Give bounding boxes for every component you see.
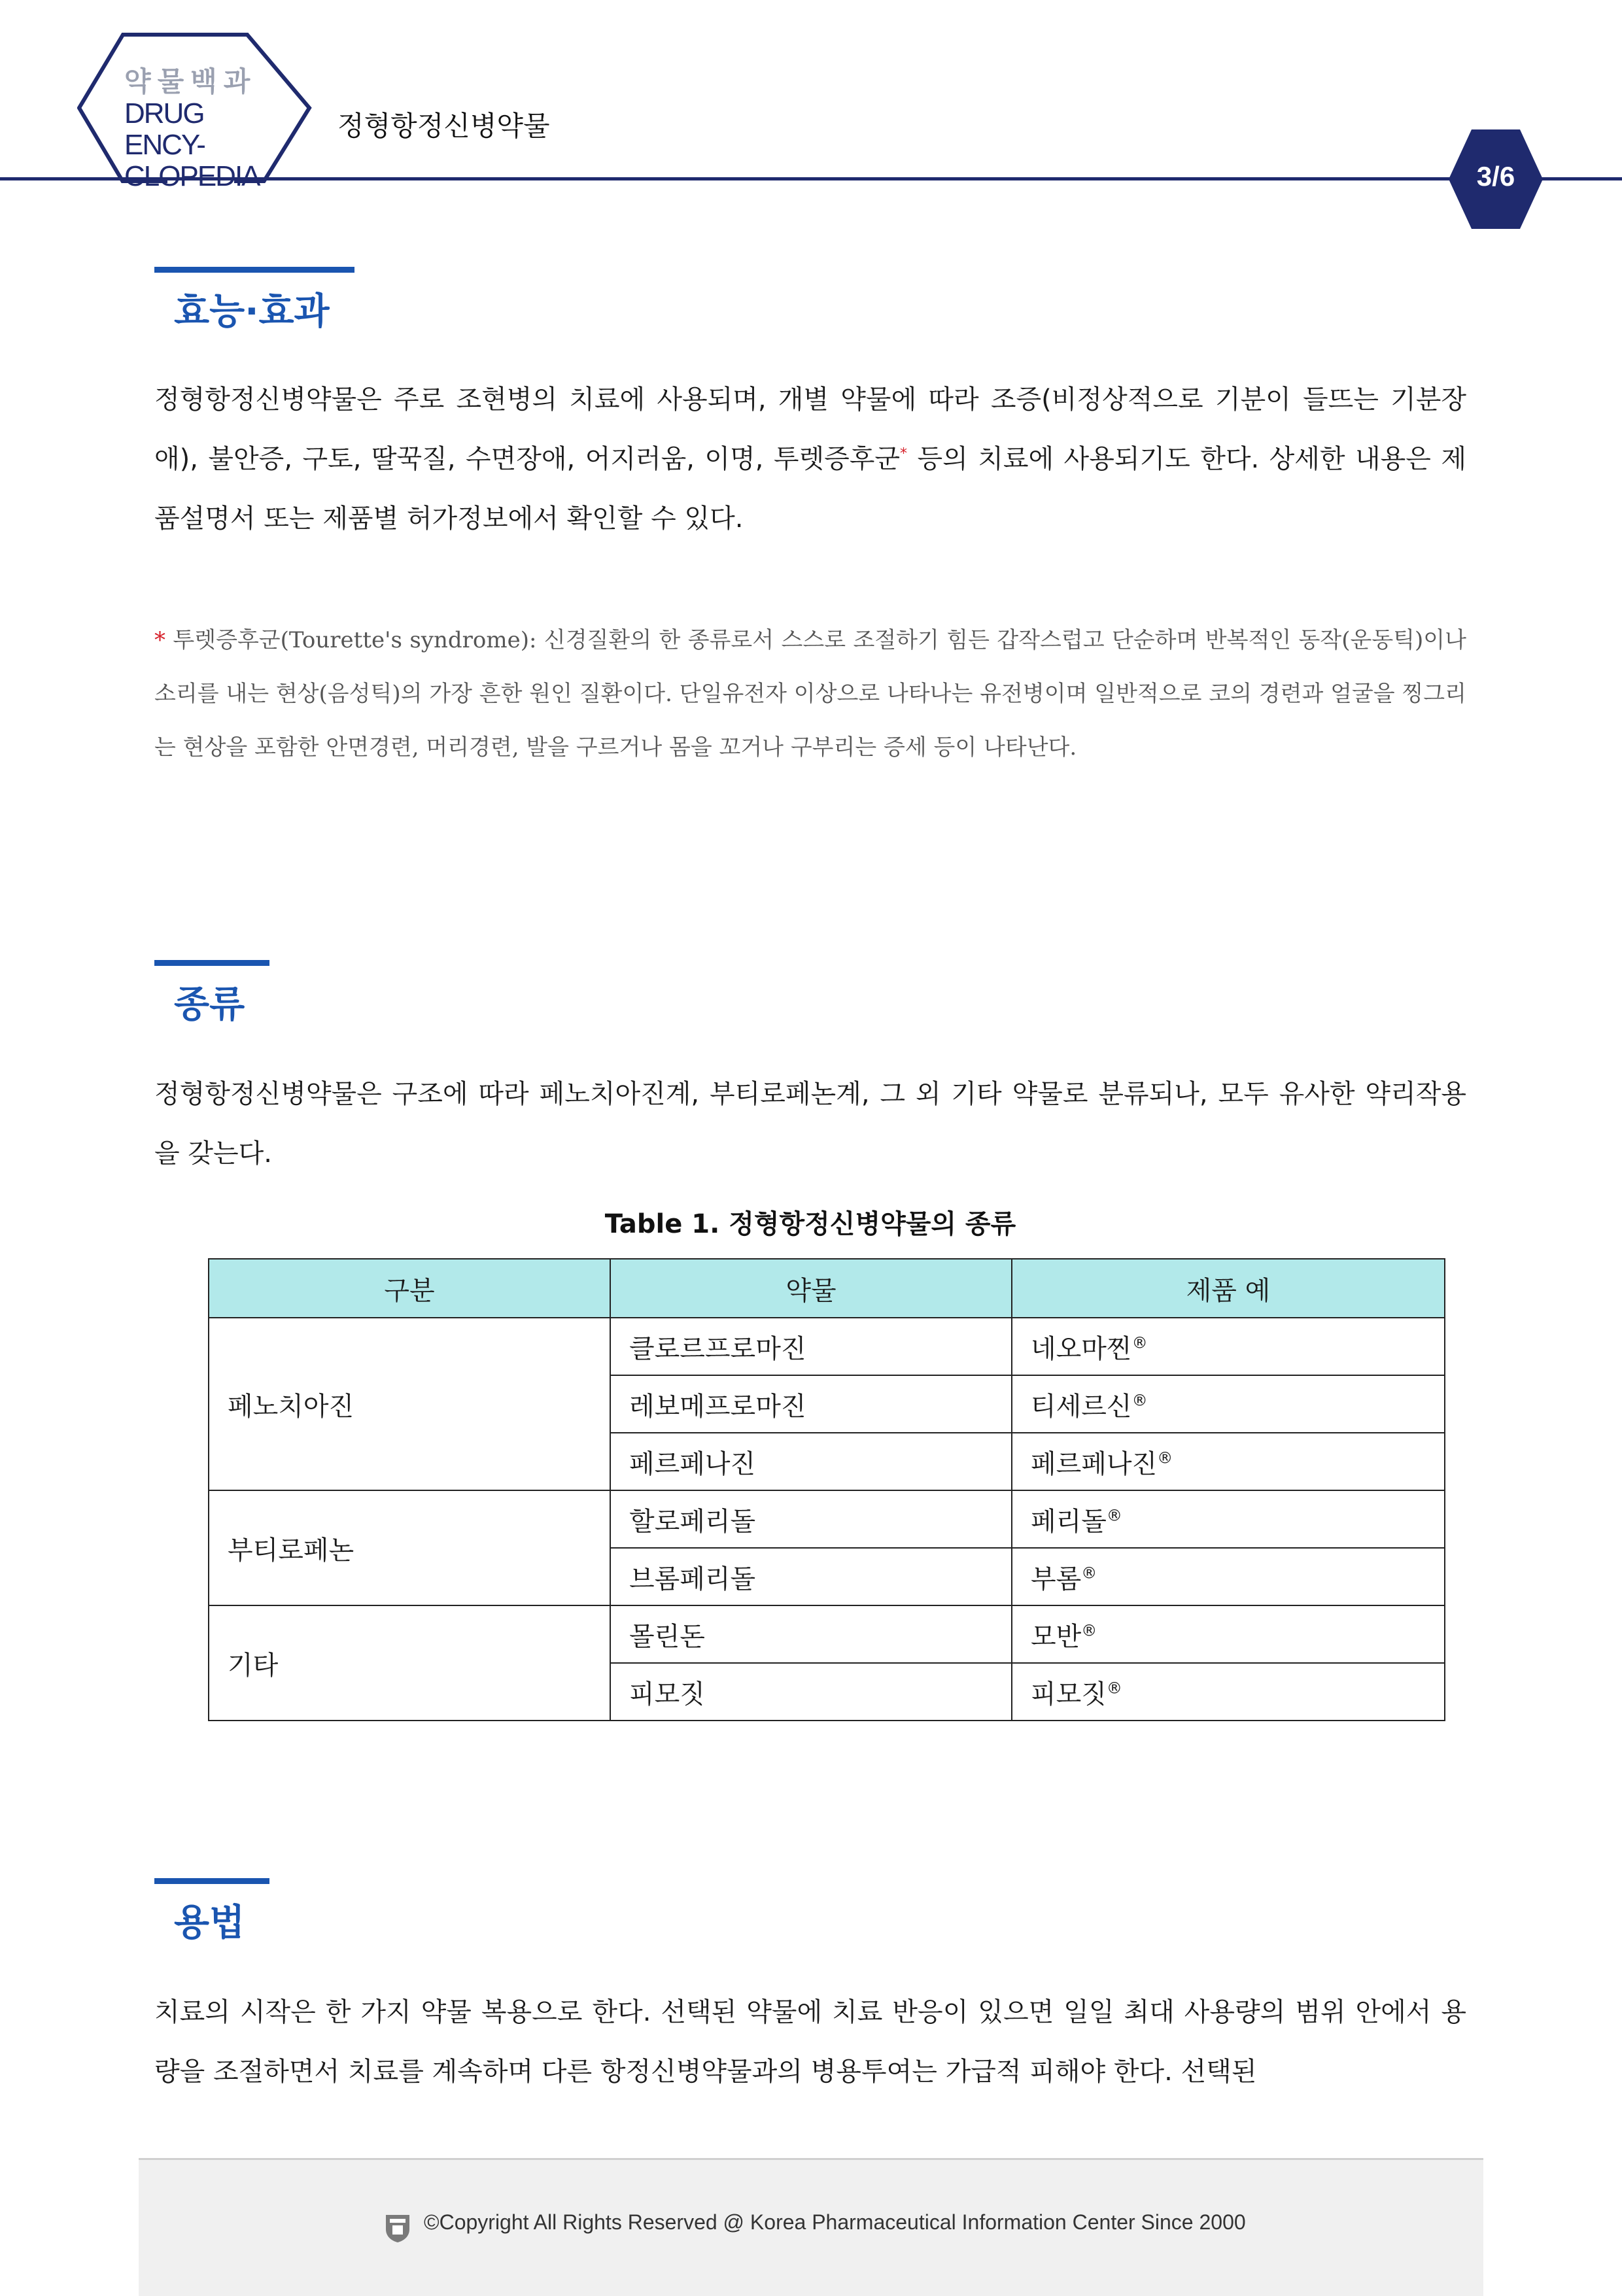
group-others: 기타 [209,1605,610,1721]
registered-mark: ® [1106,1679,1122,1698]
header-category: 구분 [209,1259,610,1318]
drug-cell: 브롬페리돌 [610,1548,1012,1605]
product-name: 페리돌 [1031,1506,1107,1537]
footnote-text: 투렛증후군(Tourette's syndrome): 신경질환의 한 종류로서 스스로 조절하기 힘든 갑작스럽고 단순하며 반복적인 동작(운동틱)이나 소리를 내는 현상(음성틱)의 가장 흔한 원인 질환이다. 단일유전자 이상으로 나타나는 유전병이며 일반적으로 코의 경련과 얼굴을 찡그리는 현상을 포함한 안면경련, 머리경련, 발을 구르거나 몸을 꼬거나 구부리는 증세 등이 나타난다. [154,627,1466,761]
product-name: 모반 [1031,1621,1082,1652]
product-name: 티세르신 [1031,1391,1132,1422]
section-heading-efficacy: 효능·효과 [174,290,330,333]
section-heading-usage: 용법 [174,1902,245,1944]
logo-english-line2: CLOPEDIA [124,160,260,192]
page-number: 3/6 [1476,161,1515,192]
section-heading-types: 종류 [174,984,245,1026]
registered-mark: ® [1081,1621,1097,1640]
drug-cell: 페르페나진 [610,1433,1012,1490]
group-phenothiazine: 페노치아진 [209,1318,610,1490]
footer-copyright: ©Copyright All Rights Reserved @ Korea Pharmaceutical Information Center Since 2000 [424,2210,1246,2234]
product-name: 페르페나진 [1031,1448,1158,1479]
footnote-asterisk: * [154,627,165,653]
drug-cell: 클로르프로마진 [610,1318,1012,1375]
product-cell [1012,1548,1445,1605]
table-header-row [209,1259,1445,1318]
product-name: 부롬 [1031,1564,1082,1594]
footnote-marker: * [900,445,908,462]
header-product: 제품 예 [1012,1259,1445,1318]
drug-types-table [208,1258,1445,1721]
document-title: 정형항정신병약물 [337,110,550,142]
product-name: 네오마찐 [1031,1333,1132,1364]
section-bar-usage [154,1878,269,1884]
registered-mark: ® [1131,1391,1148,1410]
group-butyrophenone: 부티로페논 [209,1490,610,1605]
product-name: 피모짓 [1031,1679,1107,1709]
logo-korean: 약물백과 [124,65,257,97]
registered-mark: ® [1131,1333,1148,1352]
table-row [209,1318,1445,1375]
table-caption: Table 1. 정형항정신병약물의 종류 [604,1209,1016,1239]
drug-cell: 레보메프로마진 [610,1375,1012,1433]
product-cell [1012,1375,1445,1433]
drug-cell: 몰린돈 [610,1605,1012,1663]
section-bar-types [154,960,269,966]
kpic-shield-icon [383,2212,412,2244]
table-row [209,1605,1445,1663]
logo [124,65,281,192]
drug-cell: 피모짓 [610,1663,1012,1721]
logo-english-line1: DRUG ENCY- [124,97,205,161]
product-cell [1012,1663,1445,1721]
registered-mark: ® [1157,1448,1173,1467]
registered-mark: ® [1106,1506,1122,1525]
efficacy-text-1: 정형항정신병약물은 주로 조현병의 치료에 사용되며, 개별 약물에 따라 조증(비정상적으로 기분이 들뜨는 기분장애), 불안증, 구토, 딸꾹질, 수면장애, 어지러움, 이명, 투렛증후군 [154,385,1466,474]
table-row [209,1490,1445,1548]
drug-cell: 할로페리돌 [610,1490,1012,1548]
efficacy-paragraph [154,370,1466,549]
product-cell [1012,1605,1445,1663]
usage-paragraph: 치료의 시작은 한 가지 약물 복용으로 한다. 선택된 약물에 치료 반응이 있으면 일일 최대 사용량의 범위 안에서 용량을 조절하면서 치료를 계속하며 다른 항정신병약물과의 병용투여는 가급적 피해야 한다. 선택된 [154,1997,1466,2087]
registered-mark: ® [1081,1564,1097,1583]
product-cell [1012,1433,1445,1490]
efficacy-text-2: 등의 치료에 사용되기도 한다. 상세한 내용은 제품설명서 또는 제품별 허가정보에서 확인할 수 있다. [154,444,1466,534]
types-paragraph: 정형항정신병약물은 구조에 따라 페노치아진계, 부티로페논계, 그 외 기타 약물로 분류되나, 모두 유사한 약리작용을 갖는다. [154,1079,1466,1169]
header-drug: 약물 [610,1259,1012,1318]
section-bar-efficacy [154,267,354,273]
product-cell [1012,1318,1445,1375]
product-cell [1012,1490,1445,1548]
tourette-footnote [154,613,1466,774]
